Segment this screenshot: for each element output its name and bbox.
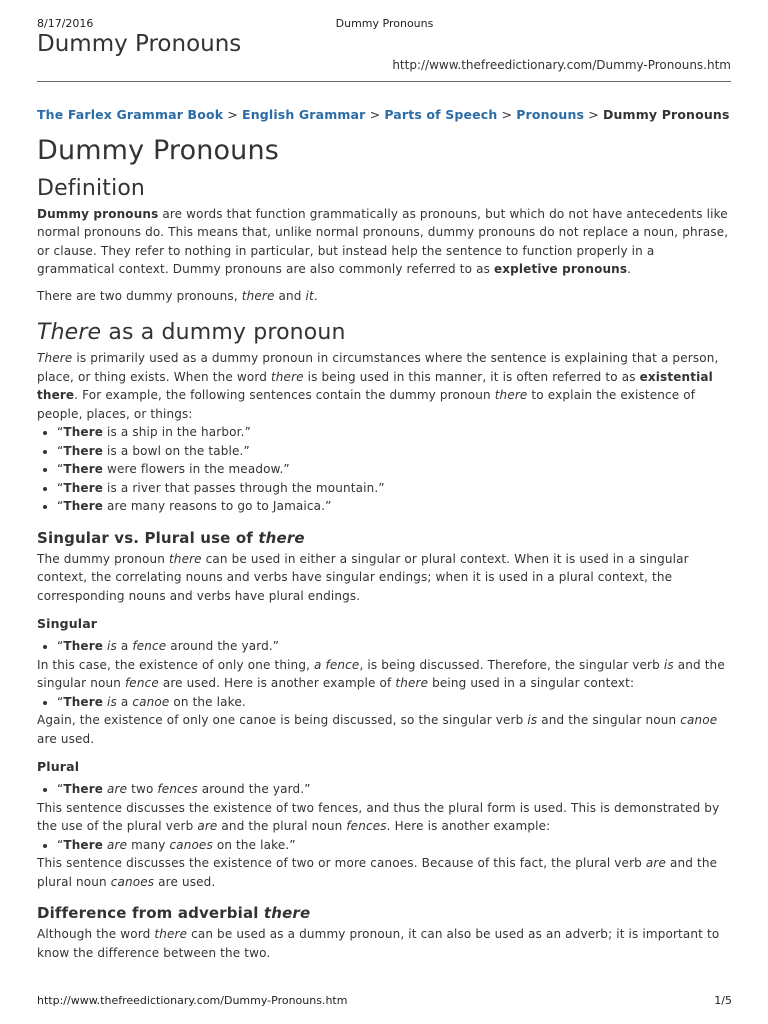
definition-heading: Definition	[37, 175, 146, 201]
examples-list	[37, 423, 731, 516]
definition-paragraph: Dummy pronouns are words that function grammatically as pronouns, but which do not have antecedents like normal pronouns do. This means that, unlike normal pronouns, dummy pronouns do not replace a noun, phrase, or clause. They refer to nothing in particular, but instead help the sentence to function properly in a grammatical context. Dummy pronouns are also commonly referred to as expletive pronouns.	[37, 206, 729, 276]
footer-url: http://www.thefreedictionary.com/Dummy-Pronouns.htm	[37, 994, 348, 1007]
article-title: Dummy Pronouns	[37, 134, 279, 166]
breadcrumb-separator: >	[501, 107, 513, 122]
breadcrumb-separator: >	[227, 107, 238, 122]
breadcrumb-current: Dummy Pronouns	[602, 107, 730, 122]
singular-explanation-paragraph: In this case, the existence of only one thing, a fence, is being discussed. Therefore, the singular verb is and the singular noun fence are used. Here is another example of there being used in a singular context:	[37, 657, 725, 690]
existential-there-paragraph: There is primarily used as a dummy pronoun in circumstances where the sentence is explaining that a person, place, or thing exists. When the word there is being used in this manner, it is often referred to as existential there. For example, the following sentences contain the dummy pronoun there to explain the existence of people, places, or things:	[37, 351, 719, 421]
print-date: 8/17/2016	[37, 17, 94, 30]
breadcrumb-link-pronouns[interactable]: Pronouns	[516, 107, 585, 122]
two-dummy-pronouns-paragraph: There are two dummy pronouns, there and it.	[37, 288, 318, 303]
breadcrumb-link-parts-of-speech[interactable]: Parts of Speech	[384, 107, 498, 122]
list-item: • “There is a fence around the yard.”	[57, 637, 731, 656]
print-title: Dummy Pronouns	[335, 17, 434, 30]
plural-heading: Plural	[37, 759, 80, 774]
breadcrumb	[37, 106, 731, 125]
list-item: • “There is a river that passes through the mountain.”	[57, 479, 731, 498]
list-item: • “There is a canoe on the lake.	[57, 693, 731, 712]
adverbial-there-paragraph: Although the word there can be used as a dummy pronoun, it can also be used as an adverb; it is important to know the difference between the two.	[37, 927, 720, 960]
singular-example-list	[37, 637, 731, 656]
breadcrumb-link-english-grammar[interactable]: English Grammar	[242, 107, 366, 122]
plural-example-list	[37, 836, 731, 855]
breadcrumb-separator: >	[369, 107, 381, 122]
plural-example-list	[37, 780, 731, 799]
document-title: Dummy Pronouns	[37, 31, 242, 57]
page-number: 1/5	[714, 994, 732, 1007]
header-divider	[37, 81, 731, 82]
singular-plural-heading: Singular vs. Plural use of there	[37, 528, 305, 547]
plural-explanation-paragraph: This sentence discusses the existence of two fences, and thus the plural form is used. This is demonstrated by the use of the plural verb are and the plural noun fences. Here is another example:	[37, 800, 720, 833]
print-footer	[37, 994, 732, 1007]
breadcrumb-link-grammar-book[interactable]: The Farlex Grammar Book	[37, 107, 224, 122]
list-item: • “There are two fences around the yard.”	[57, 780, 731, 799]
document-url[interactable]: http://www.thefreedictionary.com/Dummy-Pronouns.htm	[392, 58, 731, 72]
list-item: • “There were flowers in the meadow.”	[57, 460, 731, 479]
list-item: • “There is a bowl on the table.”	[57, 442, 731, 461]
singular-plural-paragraph: The dummy pronoun there can be used in either a singular or plural context. When it is used in a singular context, the correlating nouns and verbs have singular endings; when it is used in a plural context, the corresponding nouns and verbs have plural endings.	[37, 551, 689, 603]
breadcrumb-separator: >	[588, 107, 599, 122]
list-item: • “There is a ship in the harbor.”	[57, 423, 731, 442]
adverbial-there-heading: Difference from adverbial there	[37, 904, 311, 922]
article-content	[37, 106, 731, 970]
list-item: • “There are many canoes on the lake.”	[57, 836, 731, 855]
singular-heading: Singular	[37, 616, 98, 631]
singular-canoe-paragraph: Again, the existence of only one canoe is being discussed, so the singular verb is and the singular noun canoe are used.	[37, 713, 718, 746]
list-item: • “There are many reasons to go to Jamaica.”	[57, 497, 731, 516]
plural-canoes-paragraph: This sentence discusses the existence of two or more canoes. Because of this fact, the plural verb are and the plural noun canoes are used.	[37, 856, 718, 889]
there-heading: There as a dummy pronoun	[37, 320, 346, 345]
singular-example-list	[37, 693, 731, 712]
